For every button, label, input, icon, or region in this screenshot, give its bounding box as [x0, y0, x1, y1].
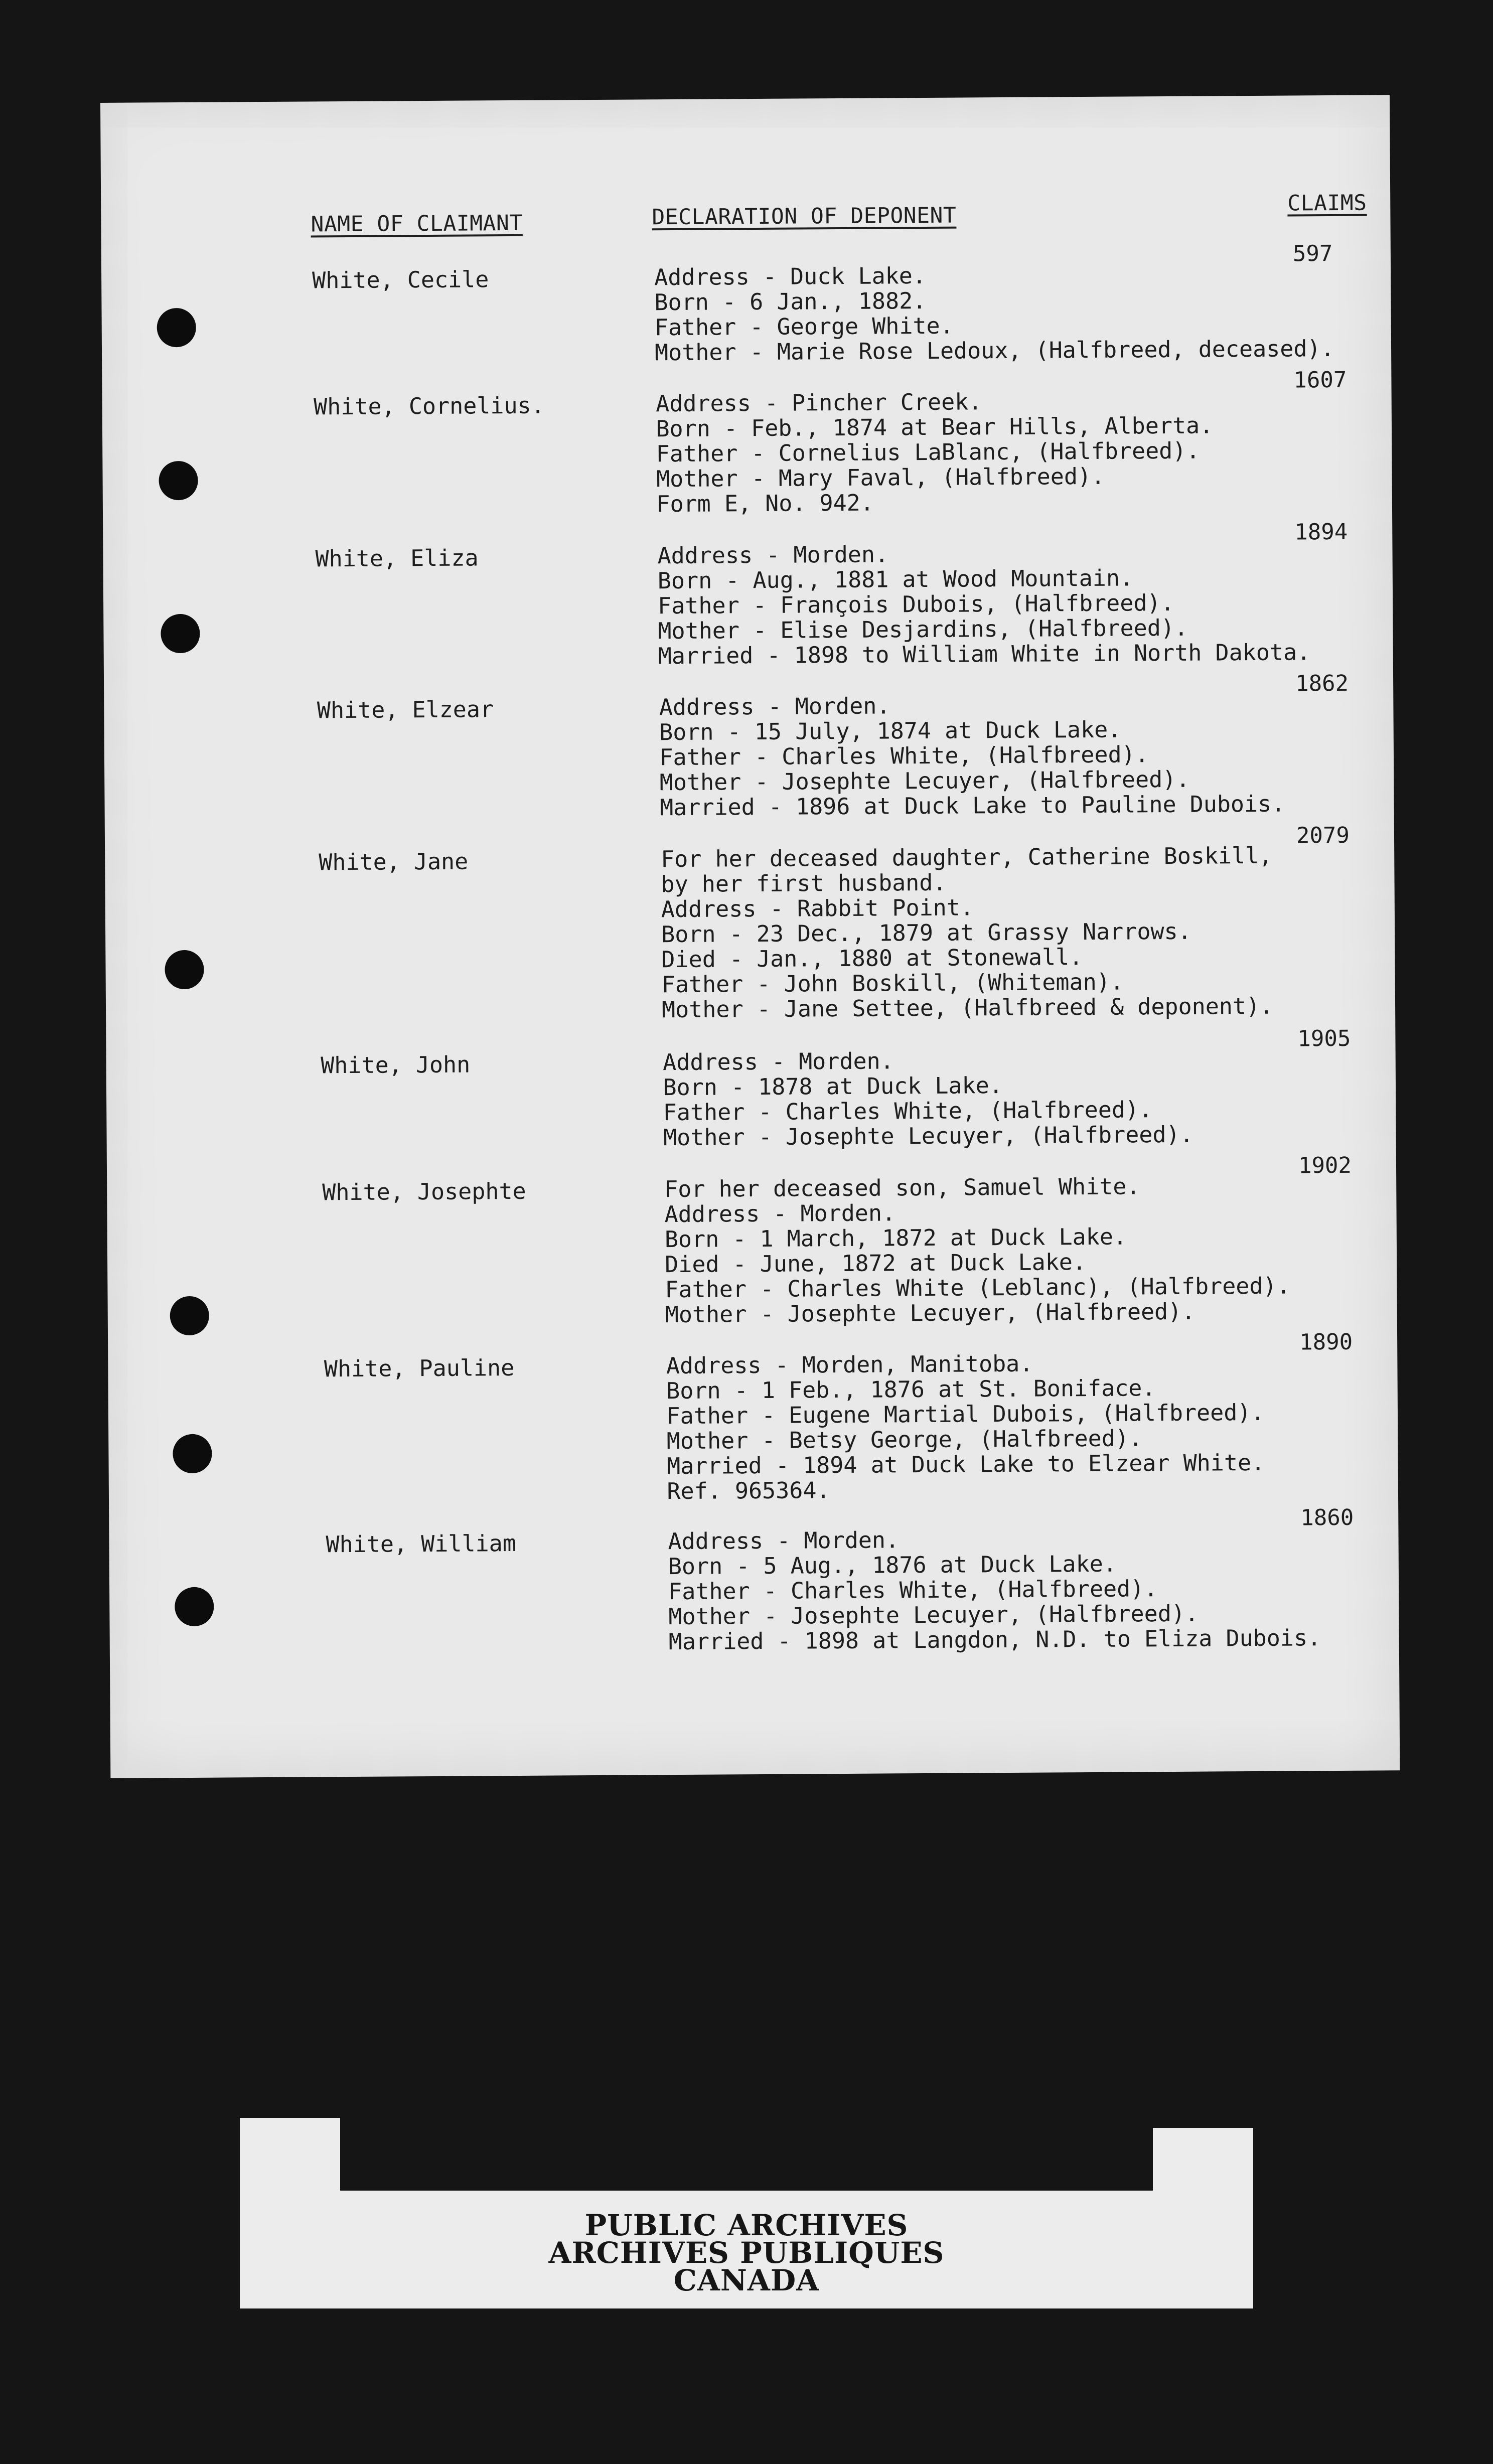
declaration-line: For her deceased son, Samuel White.: [664, 1173, 1140, 1203]
declaration-line: Address - Morden, Manitoba.: [666, 1350, 1033, 1379]
claim-entry: [105, 822, 1394, 1023]
declaration-line: Father - George White.: [654, 312, 954, 341]
punch-hole: [173, 1434, 212, 1473]
declaration-line: Born - 5 Aug., 1876 at Duck Lake.: [668, 1550, 1117, 1580]
claimant-name: White, Cornelius.: [314, 392, 545, 420]
claimant-name: White, Cecile: [312, 266, 489, 294]
declaration-line: Father - Charles White, (Halfbreed).: [659, 741, 1149, 771]
stamp-line-1: PUBLIC ARCHIVES: [584, 2208, 909, 2242]
punch-hole: [170, 1296, 209, 1335]
claim-number: 1890: [1299, 1329, 1353, 1355]
claimant-name: White, Pauline: [324, 1354, 515, 1382]
punch-hole: [161, 614, 200, 653]
declaration-text: [666, 1350, 1265, 1504]
declaration-line: Mother - Elise Desjardins, (Halfbreed).: [658, 614, 1188, 645]
archive-label-card: [240, 2118, 1253, 2308]
punch-hole: [165, 950, 204, 989]
declaration-line: Born - 1878 at Duck Lake.: [663, 1072, 1003, 1101]
declaration-line: Mother - Jane Settee, (Halfbreed & deponent).: [661, 992, 1274, 1023]
declaration-line: Married - 1898 at Langdon, N.D. to Eliza Dubois.: [668, 1624, 1321, 1655]
claimant-name: White, Elzear: [317, 696, 494, 724]
declaration-line: Mother - Marie Rose Ledoux, (Halfbreed, deceased).: [654, 335, 1334, 366]
punch-hole: [157, 308, 196, 347]
declaration-text: [659, 691, 1285, 821]
claimant-name: White, John: [321, 1051, 471, 1079]
stamp-line-3: CANADA: [673, 2263, 820, 2297]
declaration-line: Father - François Dubois, (Halfbreed).: [657, 589, 1174, 620]
declaration-line: Father - Cornelius LaBlanc, (Halfbreed).: [656, 437, 1200, 468]
document-page: [100, 95, 1400, 1778]
claim-number: 1905: [1297, 1025, 1351, 1052]
declaration-line: Born - 6 Jan., 1882.: [654, 287, 927, 316]
header-claimant: NAME OF CLAIMANT: [311, 210, 523, 237]
declaration-line: Died - June, 1872 at Duck Lake.: [665, 1249, 1087, 1278]
declaration-text: [656, 388, 1214, 517]
declaration-line: Father - Eugene Martial Dubois, (Halfbreed).: [666, 1399, 1265, 1430]
header-claims: CLAIMS: [1287, 190, 1367, 216]
declaration-line: Ref. 965364.: [667, 1477, 830, 1505]
declaration-line: Address - Morden.: [664, 1199, 896, 1228]
claim-entry: [107, 1152, 1396, 1328]
declaration-line: For her deceased daughter, Catherine Boskill,: [661, 842, 1273, 873]
declaration-line: Address - Morden.: [668, 1526, 900, 1555]
claim-number: 1860: [1300, 1504, 1354, 1531]
header-declaration: DECLARATION OF DEPONENT: [652, 203, 957, 230]
punch-hole: [175, 1587, 214, 1626]
declaration-line: Address - Rabbit Point.: [661, 894, 974, 923]
claimant-name: White, Jane: [319, 848, 469, 876]
declaration-line: Address - Morden.: [659, 692, 890, 721]
declaration-line: Born - 1 Feb., 1876 at St. Boniface.: [666, 1374, 1156, 1405]
declaration-line: Married - 1896 at Duck Lake to Pauline Dubois.: [659, 790, 1285, 821]
declaration-text: [663, 1047, 1193, 1150]
claim-number: 1862: [1295, 670, 1349, 697]
declaration-line: by her first husband.: [661, 869, 947, 898]
declaration-line: Address - Morden.: [657, 541, 889, 569]
claimant-name: White, William: [326, 1529, 517, 1558]
declaration-line: Born - Aug., 1881 at Wood Mountain.: [657, 564, 1134, 594]
declaration-line: Died - Jan., 1880 at Stonewall.: [661, 944, 1083, 973]
punch-hole: [159, 461, 198, 500]
declaration-line: Father - Charles White, (Halfbreed).: [668, 1575, 1158, 1605]
declaration-line: Address - Pincher Creek.: [656, 388, 982, 417]
claim-entry: [101, 241, 1391, 366]
claim-entry: [103, 519, 1392, 670]
declaration-line: Mother - Josephte Lecuyer, (Halfbreed).: [668, 1600, 1199, 1630]
declaration-text: [668, 1525, 1321, 1654]
declaration-line: Address - Duck Lake.: [654, 262, 927, 291]
claim-entry: [106, 1025, 1396, 1151]
claim-number: 1607: [1293, 367, 1347, 393]
claim-number: 1902: [1298, 1152, 1352, 1179]
declaration-line: Mother - Josephte Lecuyer, (Halfbreed).: [665, 1298, 1196, 1328]
declaration-line: Born - 15 July, 1874 at Duck Lake.: [659, 716, 1122, 746]
claim-entry: [108, 1329, 1397, 1505]
claimant-name: White, Eliza: [315, 544, 479, 572]
declaration-line: Born - 1 March, 1872 at Duck Lake.: [664, 1223, 1127, 1253]
claim-entry: [104, 670, 1393, 821]
claimant-name: White, Josephte: [322, 1177, 526, 1206]
claim-number: 597: [1292, 241, 1333, 267]
declaration-line: Form E, No. 942.: [656, 489, 874, 518]
claim-number: 2079: [1296, 822, 1350, 849]
declaration-line: Father - John Boskill, (Whiteman).: [661, 968, 1124, 998]
declaration-line: Father - Charles White (Leblanc), (Halfbreed).: [665, 1272, 1290, 1303]
declaration-text: [664, 1173, 1290, 1328]
declaration-text: [657, 539, 1310, 669]
declaration-line: Born - 23 Dec., 1879 at Grassy Narrows.: [661, 917, 1191, 948]
declaration-line: Mother - Mary Faval, (Halfbreed).: [656, 463, 1105, 493]
claim-entry: [109, 1504, 1398, 1655]
stamp-line-2: ARCHIVES PUBLIQUES: [548, 2236, 945, 2270]
declaration-text: [661, 843, 1273, 1022]
claim-number: 1894: [1294, 519, 1348, 545]
claim-entry: [102, 367, 1392, 518]
declaration-line: Mother - Josephte Lecuyer, (Halfbreed).: [659, 765, 1190, 796]
declaration-line: Mother - Betsy George, (Halfbreed).: [666, 1425, 1143, 1455]
declaration-text: [654, 261, 1334, 365]
declaration-line: Father - Charles White, (Halfbreed).: [663, 1096, 1153, 1126]
declaration-line: Mother - Josephte Lecuyer, (Halfbreed).: [663, 1121, 1193, 1151]
declaration-line: Married - 1894 at Duck Lake to Elzear White.: [666, 1449, 1265, 1480]
declaration-line: Address - Morden.: [663, 1047, 894, 1076]
declaration-line: Married - 1898 to William White in North Dakota.: [658, 639, 1311, 670]
declaration-line: Born - Feb., 1874 at Bear Hills, Alberta.: [656, 412, 1214, 442]
